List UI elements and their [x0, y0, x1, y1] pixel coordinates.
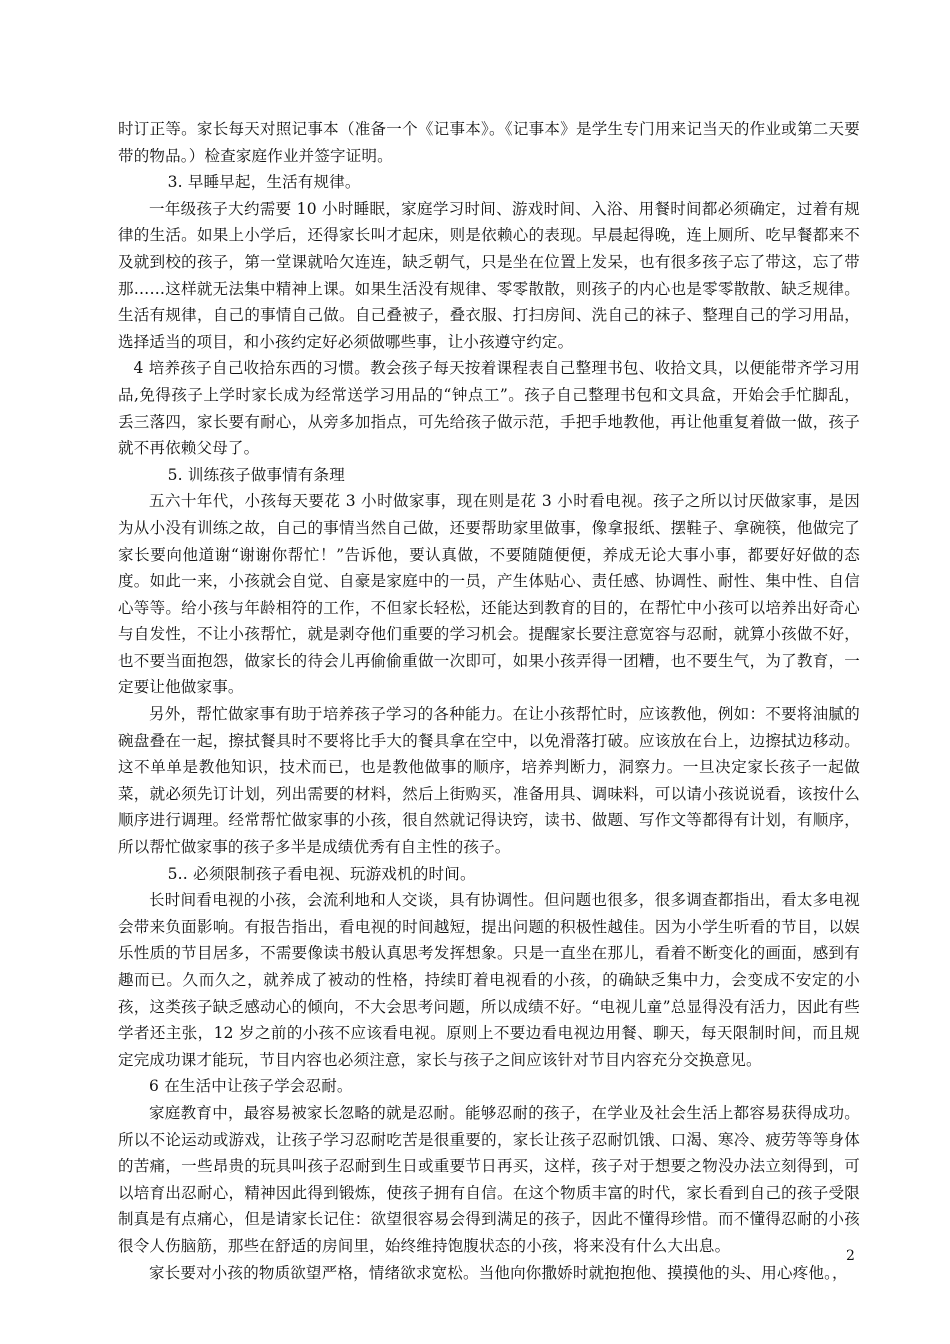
paragraph-desires: 家长要对小孩的物质欲望严格，情绪欲求宽松。当他向你撒娇时就抱抱他、摸摸他的头、用心疼他。，	[149, 1263, 848, 1282]
body-text	[118, 116, 860, 1286]
paragraph-homework-check: 时订正等。家长每天对照记事本（准备一个《记事本》。《记事本》是学生专门用来记当天的作业或第二天要带的物品。）检查家庭作业并签字证明。	[118, 120, 860, 165]
paragraph-tidy-habit: 4 培养孩子自己收拾东西的习惯。教会孩子每天按着课程表自己整理书包、收拾文具，以便能带齐学习用品,免得孩子上学时家长成为经常送学习用品的“钟点工”。孩子自己整理书包和文具盒，开始会手忙脚乱，丢三落四，家长要有耐心，从旁多加指点，可先给孩子做示范，手把手地教他，再让他重复着做一做，孩子就不再依赖父母了。	[118, 359, 860, 458]
heading-limit-tv: 5.. 必须限制孩子看电视、玩游戏机的时间。	[167, 864, 476, 883]
paragraph-housework-abilities: 另外，帮忙做家事有助于培养孩子学习的各种能力。在让小孩帮忙时，应该教他，例如：不要将油腻的碗盘叠在一起，擦拭餐具时不要将比手大的餐具拿在空中，以免滑落打破。应该放在台上，边擦拭边移动。这不单单是教他知识，技术而已，也是教他做事的顺序，培养判断力，洞察力。一旦决定家长孩子一起做菜，就必须先订计划，列出需要的材料，然后上街购买，准备用具、调味料，可以请小孩说说看，该按什么顺序进行调理。经常帮忙做家事的小孩，很自然就记得诀窍，读书、做题、写作文等都得有计划，有顺序，所以帮忙做家事的孩子多半是成绩优秀有自主性的孩子。	[118, 705, 860, 857]
paragraph-regular-life: 一年级孩子大约需要 10 小时睡眠，家庭学习时间、游戏时间、入浴、用餐时间都必须确定，过着有规律的生活。如果上小学后，还得家长叫才起床，则是依赖心的表现。早晨起得晚，连上厕所、吃早餐都来不及就到校的孩子，第一堂课就哈欠连连，缺乏朝气，只是坐在位置上发呆，也有很多孩子忘了带这，忘了带那……这样就无法集中精神上课。如果生活没有规律、零零散散，则孩子的内心也是零零散散、缺乏规律。生活有规律，自己的事情自己做。自己叠被子，叠衣服、打扫房间、洗自己的袜子、整理自己的学习用品，选择适当的项目，和小孩约定好必须做哪些事，让小孩遵守约定。	[118, 199, 860, 351]
heading-sleep-early: 3. 早睡早起，生活有规律。	[167, 173, 361, 192]
paragraph-housework: 五六十年代，小孩每天要花 3 小时做家事，现在则是花 3 小时看电视。孩子之所以讨厌做家事，是因为从小没有训练之故，自己的事情当然自己做，还要帮助家里做事，像拿报纸、摆鞋子、拿碗筷，他做完了家长要向他道谢“谢谢你帮忙！”告诉他，要认真做，不要随随便便，养成无论大事小事，都要好好做的态度。如此一来，小孩就会自觉、自豪是家庭中的一员，产生体贴心、责任感、协调性、耐性、集中性、自信心等等。给小孩与年龄相符的工作，不但家长轻松，还能达到教育的目的，在帮忙中小孩可以培养出好奇心与自发性，不让小孩帮忙，就是剥夺他们重要的学习机会。提醒家长要注意宽容与忍耐，就算小孩做不好，也不要当面抱怨，做家长的待会儿再偷偷重做一次即可，如果小孩弄得一团糟，也不要生气，为了教育，一定要让他做家事。	[118, 492, 860, 697]
heading-patience: 6 在生活中让孩子学会忍耐。	[149, 1077, 353, 1096]
heading-orderly: 5. 训练孩子做事情有条理	[167, 465, 345, 484]
paragraph-tv-effects: 长时间看电视的小孩，会流利地和人交谈，具有协调性。但问题也很多，很多调查都指出，看太多电视会带来负面影响。有报告指出，看电视的时间越短，提出问题的积极性越佳。因为小学生听看的节目，以娱乐性质的节目居多，不需要像读书般认真思考发挥想象。只是一直坐在那儿，看着不断变化的画面，感到有趣而已。久而久之，就养成了被动的性格，持续盯着电视看的小孩，的确缺乏集中力，会变成不安定的小孩，这类孩子缺乏感动心的倾向，不大会思考问题，所以成绩不好。“电视儿童”总显得没有活力，因此有些学者还主张，12 岁之前的小孩不应该看电视。原则上不要边看电视边用餐、聊天，每天限制时间，而且规定完成功课才能玩，节目内容也必须注意，家长与孩子之间应该针对节目内容充分交换意见。	[118, 891, 860, 1069]
paragraph-patience: 家庭教育中，最容易被家长忽略的就是忍耐。能够忍耐的孩子，在学业及社会生活上都容易获得成功。所以不论运动或游戏，让孩子学习忍耐吃苦是很重要的，家长让孩子忍耐饥饿、口渴、寒冷、疲劳等等身体的苦痛，一些昂贵的玩具叫孩子忍耐到生日或重要节日再买，这样，孩子对于想要之物没办法立刻得到，可以培育出忍耐心，精神因此得到锻炼，使孩子拥有自信。在这个物质丰富的时代，家长看到自己的孩子受限制真是有点痛心，但是请家长记住：欲望很容易会得到满足的孩子，因此不懂得珍惜。而不懂得忍耐的小孩很令人伤脑筋，那些在舒适的房间里，始终维持饱腹状态的小孩，将来没有什么大出息。	[118, 1103, 860, 1255]
page-number: 2	[846, 1248, 855, 1264]
